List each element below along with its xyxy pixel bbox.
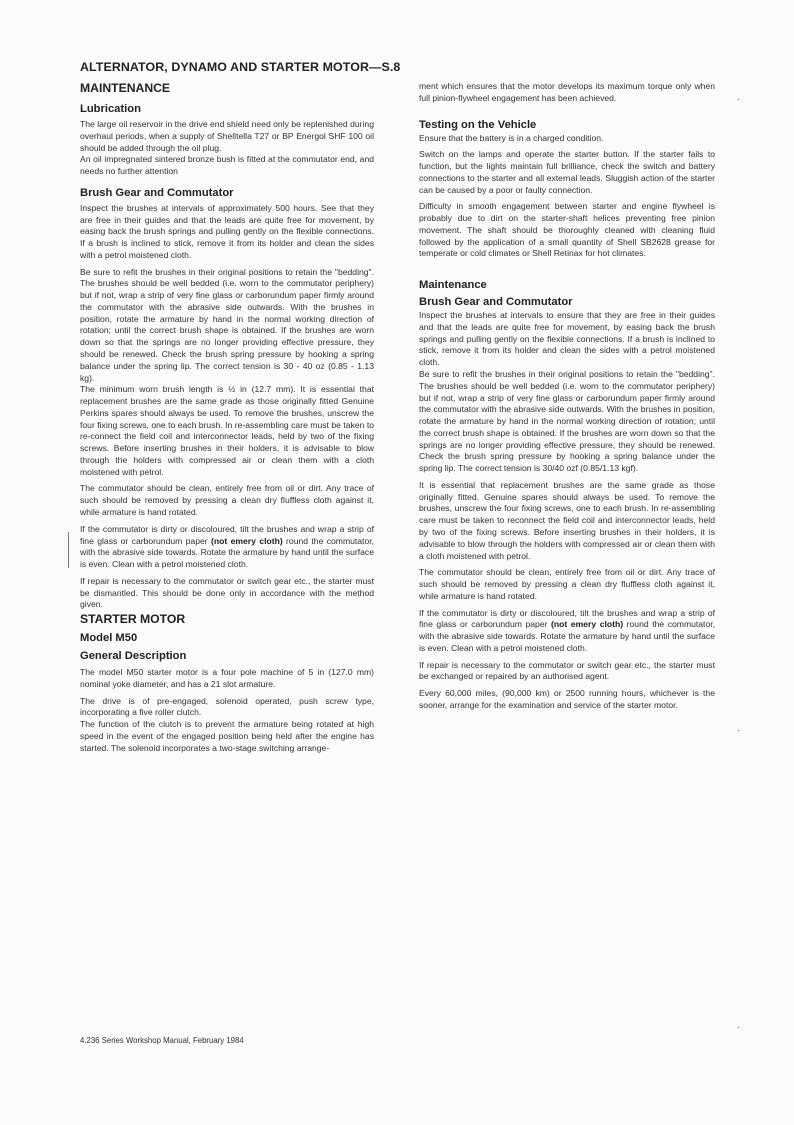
brush-paragraph-2: Be sure to refit the brushes in their original positions to retain the "bedding". The brushes should be well bedded (i.e. worn to the commutator periphery) but if not, wrap a strip of very fine glass or carborundum paper firmly around the commutator with the abrasive side outwards. With the brushes in position, rotate the armature by hand in the normal working direction of rotation; until the correct brush shape is obtained. If the brushes are worn down so that the springs are no longer providing effective pressure, they should be renewed. Check the brush spring pressure by hooking a spring balance under the spring lip. The correct tension is 30 - 40 oz (0.85 - 1.13 kg).: [80, 266, 374, 383]
general-paragraph-2: The drive is of pre-engaged, solenoid operated, push screw type, incorporating a five roller clutch.: [80, 695, 374, 718]
right-brush-paragraph-7: Every 60,000 miles, (90,000 km) or 2500 running hours, whichever is the sooner, arrange for the examination and service of the starter motor.: [419, 688, 715, 710]
right-not-emery-cloth-note: (not emery cloth): [551, 619, 624, 630]
right-column: [419, 81, 715, 712]
page-footer: 4.236 Series Workshop Manual, February 1984: [80, 1036, 244, 1045]
brush-paragraph-3: The minimum worn brush length is ½ in (12.7 mm). It is essential that replacement brushes are the same grade as those originally fitted Genuine Perkins spares should always be used. To remove the brushes, unscrew the four fixing screws, one to each brush. In re-assembling care must be taken to re-connect the field coil and interconnector leads, held by two of the fixing screws. Before inserting brushes in their holders, it is advisable to blow through the holders with compressed air or clean them with a cloth moistened with petrol.: [80, 384, 374, 477]
lubrication-paragraph-2: An oil impregnated sintered bronze bush is fitted at the commutator end, and needs no further attention: [80, 154, 374, 177]
margin-tick-mark: ·: [737, 725, 741, 736]
testing-paragraph-2: Switch on the lamps and operate the starter button. If the starter fails to function, but the lights maintain full brilliance, check the switch and battery connections to the starter and all external leads. Sluggish action of the starter can be caused by a poor or faulty connection.: [419, 149, 715, 195]
starter-motor-heading: STARTER MOTOR: [80, 612, 186, 627]
brush-paragraph-6: If repair is necessary to the commutator or switch gear etc., the starter must be dismantled. This should be done only in accordance with the method given.: [80, 575, 374, 610]
testing-heading: Testing on the Vehicle: [419, 118, 537, 131]
margin-tick-mark: ·: [737, 1022, 741, 1033]
margin-tick-mark: ·: [737, 94, 741, 105]
maintenance-subheading: Maintenance: [419, 279, 487, 292]
right-brush-paragraph-2: Be sure to refit the brushes in their original positions to retain the "bedding". The brushes should be well bedded (i.e. worn to the commutator periphery) but if not, wrap a strip of very fine glass or carborundum paper firmly around the commutator with the abrasive side outwards. With the brushes in position, rotate the armature by hand in the normal working direction of rotation; until the correct brush shape is obtained. If the brushes are worn down so that the springs are no longer providing effective pressure, they should be renewed. Check the brush spring pressure by hooking a spring balance under the spring lip. The correct tension is 30/40 ozf (0.85/1.13 kgf).: [419, 369, 715, 474]
lubrication-paragraph-1: The large oil reservoir in the drive end shield need only be replenished during overhaul periods, when a supply of Shelltella T27 or BP Energol SHF 100 oil should be added through the oil plug.: [80, 119, 374, 153]
model-heading: Model M50: [80, 632, 138, 645]
right-brush-paragraph-5: If the commutator is dirty or discoloured, tilt the brushes and wrap a strip of fine glass or carborundum paper (not emery cloth) round the commutator, with the abrasive side towards. Rotate the armature by hand until the surface is even. Clean with a petrol moistened cloth.: [419, 607, 715, 653]
lubrication-heading: Lubrication: [80, 103, 141, 115]
brush-paragraph-5: If the commutator is dirty or discoloured, tilt the brushes and wrap a strip of fine glass or carborundum paper (not emery cloth) round the commutator, with the abrasive side towards. Rotate the armature by hand until the surface is even. Clean with a petrol moistened cloth.: [80, 523, 374, 570]
maintenance-heading: MAINTENANCE: [80, 81, 171, 95]
page-title: ALTERNATOR, DYNAMO AND STARTER MOTOR—S.8: [80, 60, 401, 74]
right-brush-paragraph-3: It is essential that replacement brushes are the same grade as those originally fitted. Genuine spares should always be used. To remove the brushes, unscrew the four fixing screws, one to each brush. In re-assembling care must be taken to reconnect the field coil and interconnector leads, held by two of the fixing screws. Before inserting brushes in their holders, it is advisable to blow through the holders with compressed air or clean them with a cloth moistened with petrol.: [419, 479, 715, 561]
brush-paragraph-1: Inspect the brushes at intervals of approximately 500 hours. See that they are free in their guides and that the leads are quite free for movement, by easing back the brush springs and pulling gently on the flexible connections. If a brush is inclined to stick, remove it from its holder and clean the sides with a petrol moistened cloth.: [80, 202, 374, 260]
brush-gear-heading-right: Brush Gear and Commutator: [419, 296, 573, 309]
general-paragraph-3: The function of the clutch is to prevent the armature being rotated at high speed in the event of the engaged position being held after the engine has started. The solenoid incorporates a two-stage switching arrange-: [80, 719, 374, 753]
left-column: [80, 81, 374, 754]
testing-paragraph-3: Difficulty in smooth engagement between starter and engine flywheel is probably due to dirt on the starter-shaft helices preventing free pinion movement. The shaft should be thoroughly cleaned with cleaning fluid followed by the application of a small quantity of Shell SB2628 grease for temperate or cold climates or Shell Retinax for hot climates.: [419, 201, 715, 259]
right-brush-paragraph-6: If repair is necessary to the commutator or switch gear etc., the starter must be exchanged or repaired by an authorised agent.: [419, 659, 715, 682]
margin-change-bar: [68, 532, 73, 568]
general-paragraph-1: The model M50 starter motor is a four pole machine of 5 in (127.0 mm) nominal yoke diameter, and has a 21 slot armature.: [80, 667, 374, 689]
brush-paragraph-4: The commutator should be clean, entirely free from oil or dirt. Any trace of such should be removed by pressing a clean dry fluffless cloth against it, while armature is hand rotated.: [80, 483, 374, 517]
right-brush-paragraph-4: The commutator should be clean, entirely free from oil or dirt. Any trace of such should be removed by pressing a clean dry fluffless cloth against it, while armature is hand rotated.: [419, 567, 715, 601]
testing-paragraph-1: Ensure that the battery is in a charged condition.: [419, 132, 604, 143]
continued-paragraph: ment which ensures that the motor develops its maximum torque only when full pinion-flywheel engagement has been achieved.: [419, 81, 715, 103]
right-brush-paragraph-1: Inspect the brushes at intervals to ensure that they are free in their guides and that the leads are quite free for movement, by easing back the brush springs and pulling gently on the flexible connections. If a brush is inclined to stick, remove it from its holder and clean the sides with a petrol moistened cloth.: [419, 310, 715, 368]
general-description-heading: General Description: [80, 650, 187, 663]
not-emery-cloth-note: (not emery cloth): [211, 535, 283, 546]
brush-gear-heading: Brush Gear and Commutator: [80, 186, 234, 199]
